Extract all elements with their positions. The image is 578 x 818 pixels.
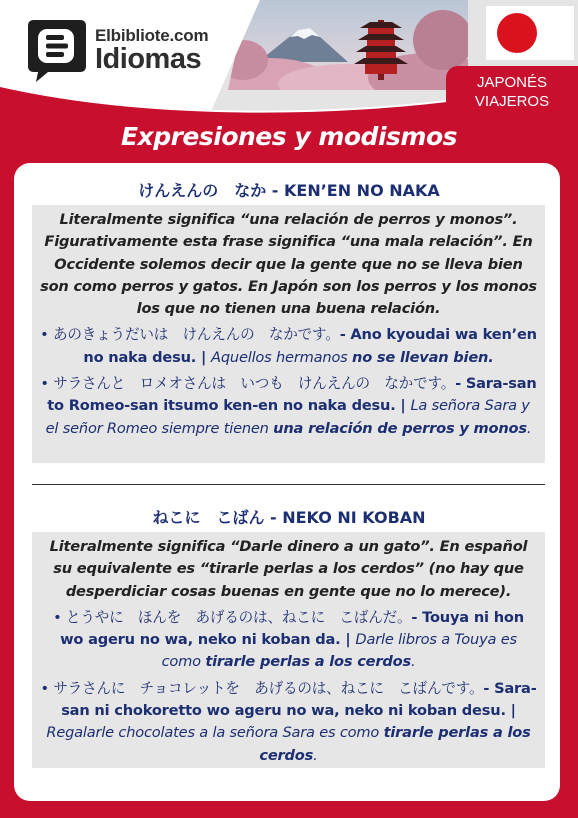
language-badge <box>446 66 578 118</box>
example-keyword: neko ni koban <box>197 631 311 649</box>
badge-audience: VIAJEROS <box>474 93 550 110</box>
example-translation-keyword: tirarle perlas a los cerdos <box>259 724 531 764</box>
definition <box>40 209 537 320</box>
definition-text: (no hay que desperdiciar cosas buenas en gente que no lo merece). <box>65 560 524 600</box>
header <box>0 0 578 118</box>
example-translation-keyword: una relación de perros y monos <box>273 419 527 437</box>
example-japanese: • サラさんと ロメオさんは いつも けんえんの なかです。 <box>40 375 456 393</box>
example-keyword: neko ni koban desu <box>344 702 501 720</box>
example <box>40 678 537 767</box>
definition-highlight: “una mala relación” <box>340 233 503 251</box>
example-romaji: desu. | <box>346 397 411 415</box>
definition-text: Literalmente significa “una relación de perros y monos”. Figurativamente esta frase significa <box>44 211 518 251</box>
section-heading: けんえんの なか - KEN’EN NO NAKA <box>138 181 440 200</box>
definition-highlight: “tirarle perlas a los cerdos” <box>199 560 424 578</box>
example-translation: . <box>313 746 318 764</box>
example-romaji: da. | <box>310 631 356 649</box>
japan-flag-sun <box>497 13 537 53</box>
section-box <box>32 205 545 463</box>
example-keyword: ken-en no naka <box>223 397 347 415</box>
page-title: Expresiones y modismos <box>120 122 458 151</box>
example-romaji: - Sara-san to Romeo-san itsumo <box>47 375 537 415</box>
example-romaji: - Ano kyoudai wa <box>339 326 483 344</box>
example-romaji: . | <box>500 702 516 720</box>
example-translation-keyword: no se llevan bien. <box>352 348 494 366</box>
example-romaji: - Sara-san ni chokoretto wo ageru no wa, <box>61 679 537 720</box>
definition <box>40 536 537 603</box>
example-romaji: desu. | <box>147 348 212 366</box>
example-translation: La señora Sara y el señor Romeo siempre tienen <box>45 397 530 437</box>
example-japanese: • あのきょうだいは けんえんの なかです。 <box>40 326 340 344</box>
example <box>40 324 537 369</box>
example-keyword: ken’en no naka <box>83 326 537 366</box>
brand-name: Idiomas <box>95 43 202 75</box>
example-translation: Aquellos hermanos <box>211 348 353 366</box>
example-japanese: • サラさんに チョコレットを あげるのは、ねこに こばんです。 <box>40 679 484 697</box>
brand-url: Elbibliote.com <box>95 26 209 45</box>
example <box>40 607 537 674</box>
example-romaji: - Touya ni hon wo ageru no wa, <box>60 608 524 649</box>
definition-text: Literalmente significa “Darle dinero a un gato”. En español su equivalente es <box>49 538 528 578</box>
example-translation-keyword: tirarle perlas a los cerdos <box>205 653 411 671</box>
section-heading: ねこに こばん - NEKO NI KOBAN <box>152 508 426 527</box>
fuji-pagoda-photo <box>228 0 468 90</box>
example-translation: Darle libros a Touya es como <box>161 631 517 671</box>
elbibliote-logo-icon <box>26 18 86 82</box>
example-translation: Regalarle chocolates a la señora Sara es como <box>46 724 384 742</box>
section-divider <box>32 484 545 485</box>
definition-text: . En Occidente solemos decir que la gente que no se lleva bien son como perros y gatos. En Japón son los perros y los monos los que no tienen una buena relación. <box>40 233 537 318</box>
badge-language: JAPONÉS <box>476 74 548 91</box>
example-translation: . <box>410 653 416 671</box>
section-box <box>32 532 545 768</box>
example <box>40 373 537 440</box>
example-japanese: • とうやに ほんを あげるのは、ねこに こばんだ。 <box>53 608 412 626</box>
example-translation: . <box>526 419 532 437</box>
